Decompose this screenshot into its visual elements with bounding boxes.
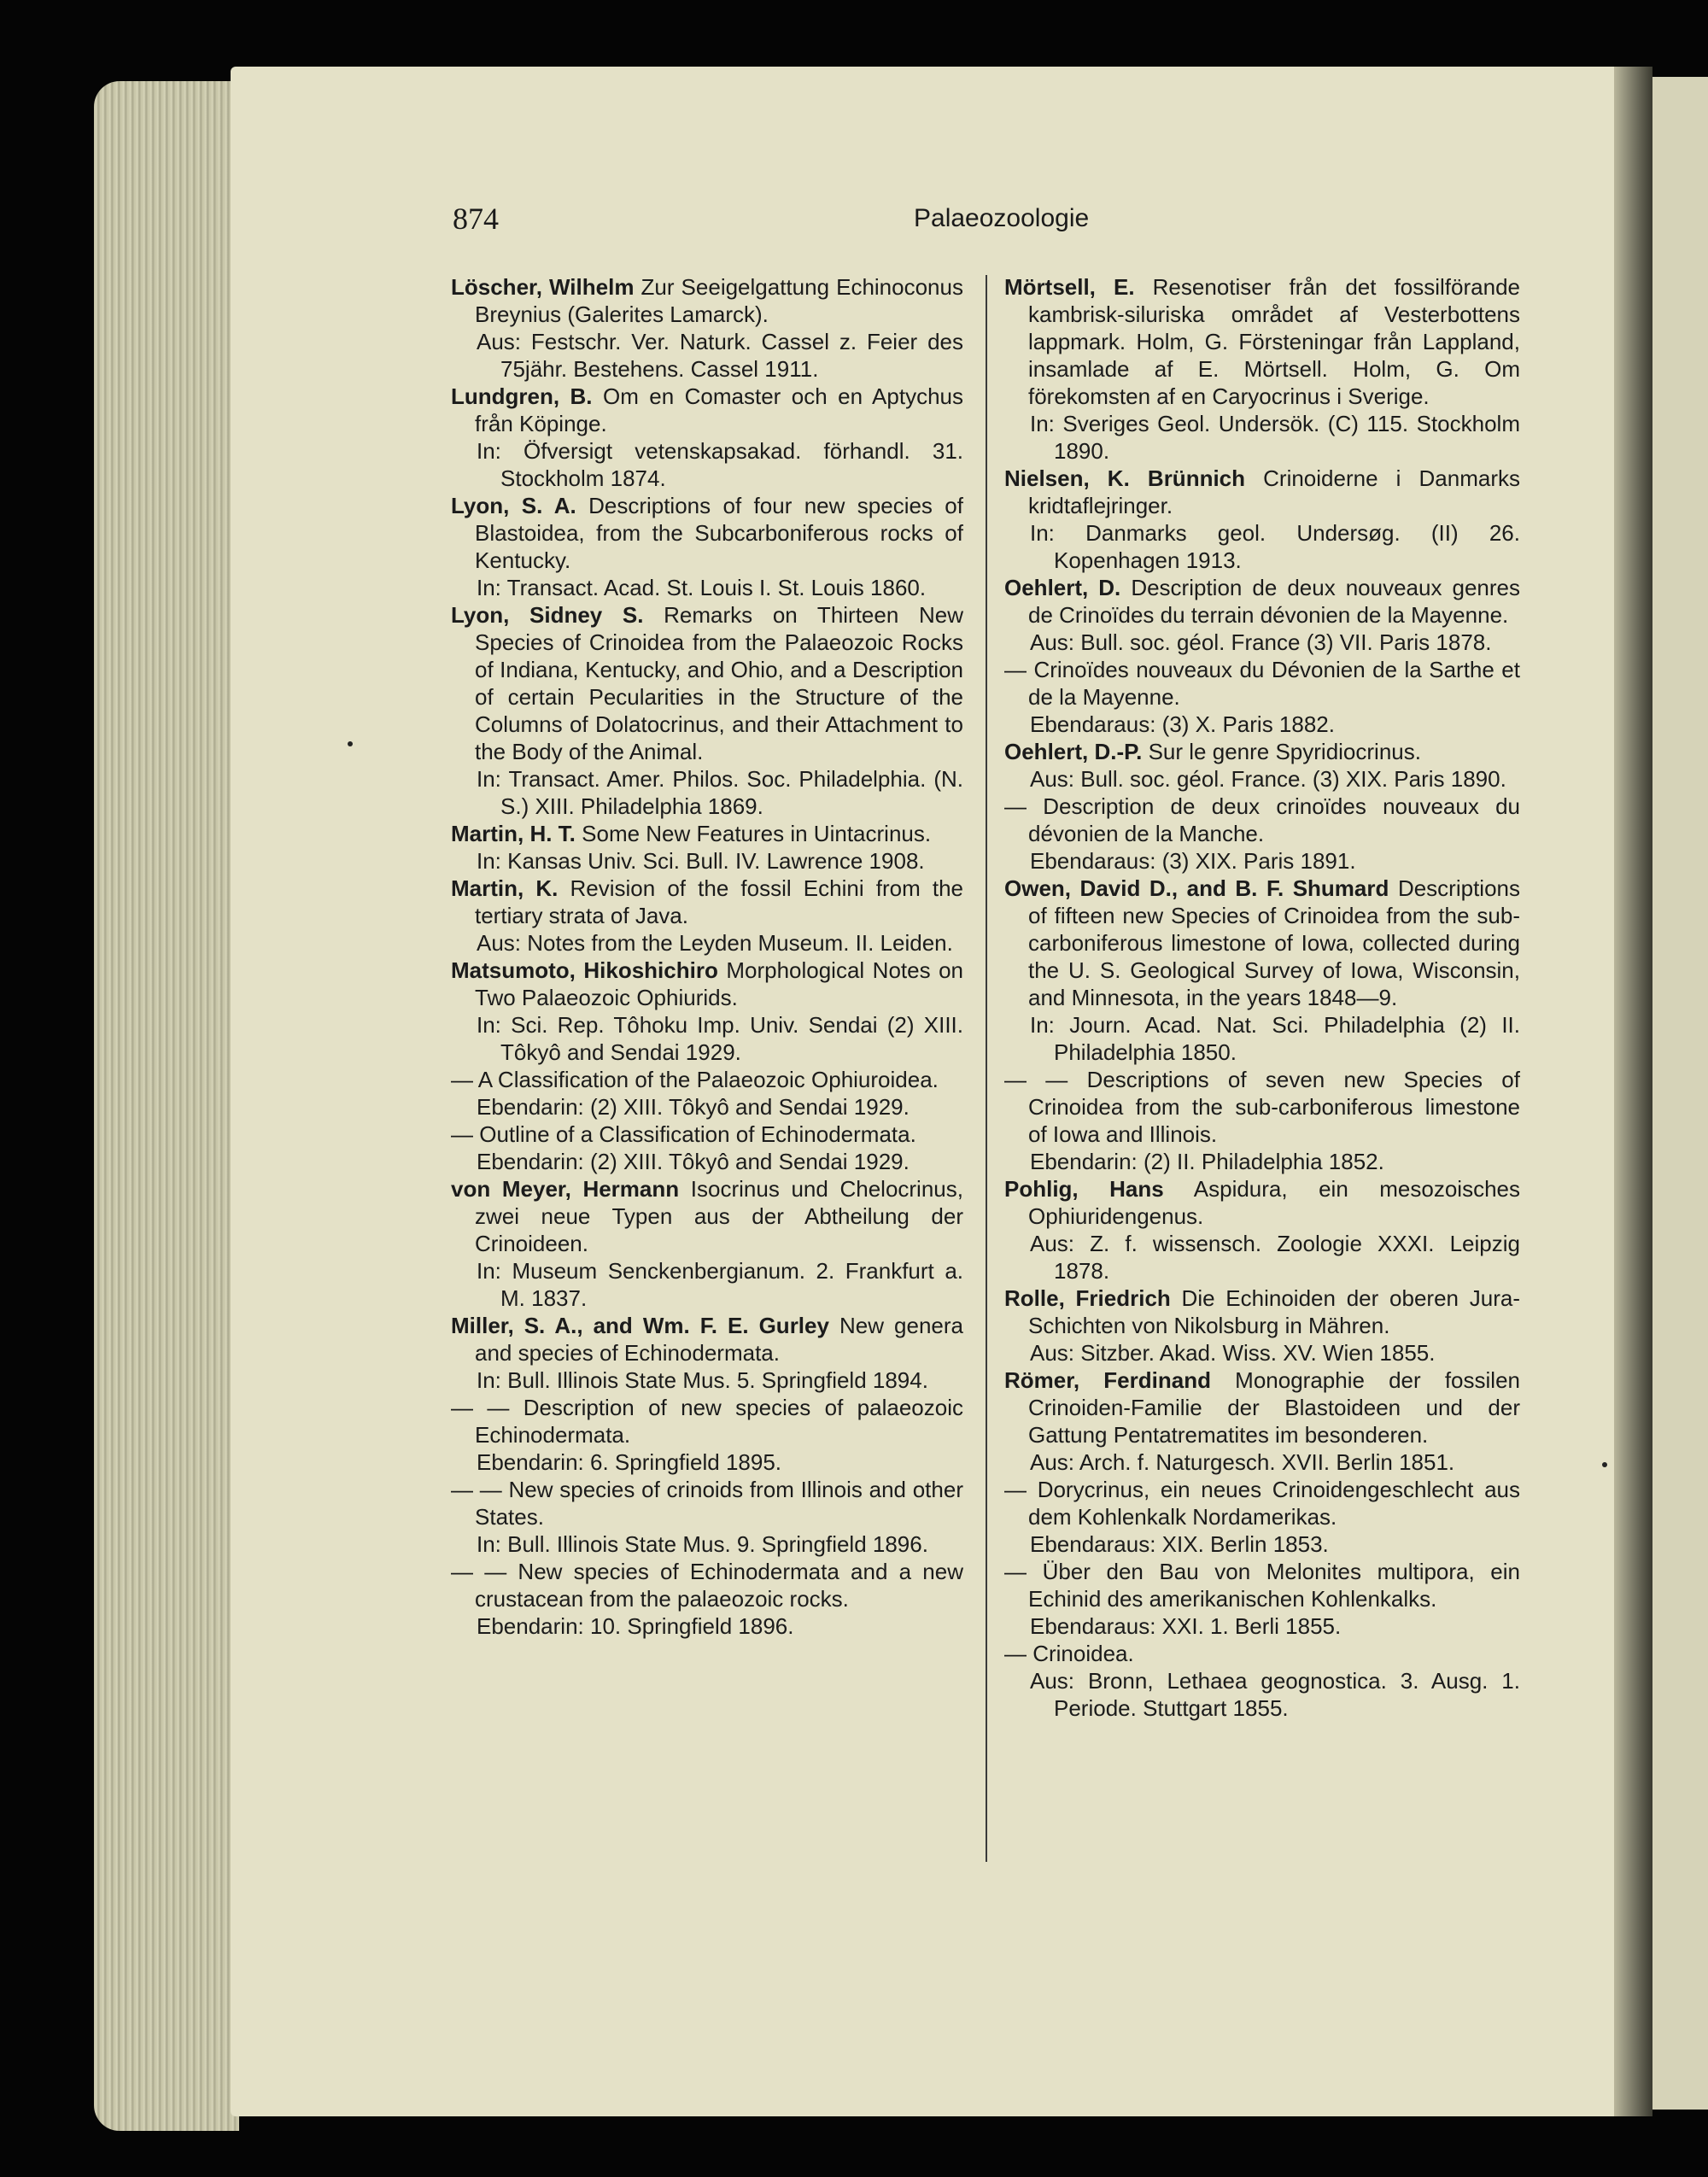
bibliography-entry [1004, 1640, 1520, 1722]
page-number: 874 [453, 202, 499, 236]
entry-title: Isocrinus und Chelocrinus, zwei neue Typen aus der Abtheilung der Crinoideen. [475, 1176, 963, 1256]
page-edges [94, 81, 239, 2131]
entry-source: In: Transact. Acad. St. Louis I. St. Louis 1860. [477, 575, 927, 600]
entry-title: — A Classification of the Palaeozoic Ophiuroidea. [451, 1067, 939, 1092]
bibliography-entry [451, 875, 963, 957]
entry-title: Monographie der fossilen Crinoiden-Familie der Blastoideen und der Gattung Pentatrematites im besonderen. [1028, 1367, 1520, 1448]
bibliography-entry [451, 383, 963, 492]
entry-source: In: Sveriges Geol. Undersök. (C) 115. Stockholm 1890. [1030, 411, 1520, 464]
entry-heading [1004, 574, 1520, 629]
entry-title: Resenotiser från det fossilförande kambrisk-siluriska området af Vesterbottens lappmark. Holm, G. Försteningar från Lappland, insamlade af E. Mörtsell. Holm, G. Om förekomsten af en Caryocrinus i Sverige. [1028, 274, 1520, 409]
bibliography-entry [451, 601, 963, 820]
entry-heading [451, 1175, 963, 1257]
page-header [0, 201, 1708, 252]
entry-source: Ebendarin: (2) XIII. Tôkyô and Sendai 1929. [477, 1094, 910, 1120]
entry-author: von Meyer, Hermann [451, 1176, 680, 1202]
entry-title: Die Echinoiden der oberen Jura-Schichten von Nikolsburg in Mähren. [1028, 1285, 1520, 1338]
entry-title: — — Descriptions of seven new Species of Crinoidea from the sub-carboniferous limestone of Iowa and Illinois. [1004, 1067, 1520, 1147]
entry-source: In: Transact. Amer. Philos. Soc. Philadelphia. (N. S.) XIII. Philadelphia 1869. [477, 766, 963, 819]
entry-author: Römer, Ferdinand [1004, 1367, 1211, 1393]
entry-title: Sur le genre Spyridiocrinus. [1148, 739, 1421, 764]
entry-source: In: Bull. Illinois State Mus. 9. Springfield 1896. [477, 1531, 928, 1557]
entry-title: Aspidura, ein mesozoisches Ophiuridengenus. [1028, 1176, 1520, 1229]
entry-author: Pohlig, Hans [1004, 1176, 1164, 1202]
bibliography-entry [1004, 1175, 1520, 1285]
gutter-shadow [1614, 67, 1652, 2116]
entry-source: Aus: Sitzber. Akad. Wiss. XV. Wien 1855. [1030, 1340, 1436, 1366]
entry-source: Aus: Arch. f. Naturgesch. XVII. Berlin 1851. [1030, 1449, 1455, 1475]
entry-heading [1004, 1285, 1520, 1339]
bibliography-entry [1004, 1285, 1520, 1366]
entry-title: — Über den Bau von Melonites multipora, ein Echinid des amerikanischen Kohlenkalks. [1004, 1559, 1520, 1612]
entry-author: Owen, David D., and B. F. Shumard [1004, 875, 1389, 901]
entry-heading [451, 820, 963, 847]
entry-title: Descriptions of fifteen new Species of Crinoidea from the sub-carboniferous limestone of Iowa, collected during the U. S. Geological Survey of Iowa, Wisconsin, and Minnesota, in the years 1848—9. [1028, 875, 1520, 1010]
entry-heading [451, 492, 963, 574]
entry-author: Rolle, Friedrich [1004, 1285, 1171, 1311]
entry-source: Aus: Bull. soc. géol. France. (3) XIX. Paris 1890. [1030, 766, 1506, 792]
entry-source: Aus: Bronn, Lethaea geognostica. 3. Ausg. 1. Periode. Stuttgart 1855. [1030, 1668, 1520, 1721]
entry-author: Martin, K. [451, 875, 559, 901]
bibliography-entry [1004, 656, 1520, 738]
entry-heading [1004, 1175, 1520, 1230]
entry-source: In: Danmarks geol. Undersøg. (II) 26. Kopenhagen 1913. [1030, 520, 1520, 573]
entry-author: Oehlert, D.-P. [1004, 739, 1143, 764]
bibliography-entry [1004, 793, 1520, 875]
entry-heading [1004, 1366, 1520, 1448]
entry-source: Aus: Z. f. wissensch. Zoologie XXXI. Leipzig 1878. [1030, 1231, 1520, 1284]
entry-author: Oehlert, D. [1004, 575, 1121, 600]
entry-title: Zur Seeigelgattung Echinoconus Breynius (Galerites Lamarck). [475, 274, 963, 327]
entry-title: — — New species of Echinodermata and a new crustacean from the palaeozoic rocks. [451, 1559, 963, 1612]
entry-heading [451, 1066, 963, 1093]
entry-source: In: Museum Senckenbergianum. 2. Frankfurt a. M. 1837. [477, 1258, 963, 1311]
entry-title: Crinoiderne i Danmarks kridtaflejringer. [1028, 465, 1520, 518]
entry-heading [451, 1121, 963, 1148]
entry-heading [451, 273, 963, 328]
bibliography-entry [451, 1066, 963, 1121]
entry-source: Ebendarin: (2) II. Philadelphia 1852. [1030, 1149, 1384, 1174]
entry-heading [1004, 1640, 1520, 1667]
entry-heading [1004, 465, 1520, 519]
running-title: Palaeozoologie [914, 204, 1090, 232]
bibliography-entry [451, 1121, 963, 1175]
left-column [451, 273, 963, 1640]
entry-heading [451, 601, 963, 765]
bibliography-entry [451, 273, 963, 383]
facing-page-edge [1652, 77, 1708, 2110]
entry-heading [451, 1558, 963, 1612]
right-column [1004, 273, 1520, 1722]
entry-title: Some New Features in Uintacrinus. [582, 821, 932, 846]
entry-title: — Crinoidea. [1004, 1641, 1134, 1666]
entry-source: Ebendaraus: (3) X. Paris 1882. [1030, 711, 1335, 737]
bibliography-entry [1004, 1476, 1520, 1558]
entry-heading [1004, 656, 1520, 711]
entry-source: Aus: Bull. soc. géol. France (3) VII. Paris 1878. [1030, 629, 1492, 655]
entry-source: Ebendaraus: (3) XIX. Paris 1891. [1030, 848, 1356, 874]
entry-title: — — Description of new species of palaeozoic Echinodermata. [451, 1395, 963, 1448]
entry-source: In: Sci. Rep. Tôhoku Imp. Univ. Sendai (2) XIII. Tôkyô and Sendai 1929. [477, 1012, 963, 1065]
entry-heading [1004, 1476, 1520, 1530]
bibliography-entry [451, 492, 963, 601]
entry-heading [451, 875, 963, 929]
entry-title: — — New species of crinoids from Illinois and other States. [451, 1477, 963, 1530]
entry-title: Morphological Notes on Two Palaeozoic Ophiurids. [475, 957, 963, 1010]
bibliography-entry [1004, 738, 1520, 793]
entry-title: Remarks on Thirteen New Species of Crinoidea from the Palaeozoic Rocks of Indiana, Kentucky, and Ohio, and a Description of certain Pecularities in the Structure of the Columns of Dolatocrinus, and their Attachment to the Body of the Animal. [475, 602, 963, 764]
bibliography-entry [451, 1394, 963, 1476]
entry-title: Revision of the fossil Echini from the tertiary strata of Java. [475, 875, 963, 928]
entry-heading [451, 1312, 963, 1366]
entry-heading [1004, 1558, 1520, 1612]
bibliography-entry [451, 820, 963, 875]
entry-source: In: Journ. Acad. Nat. Sci. Philadelphia (2) II. Philadelphia 1850. [1030, 1012, 1520, 1065]
page-speck [1602, 1462, 1607, 1467]
entry-author: Miller, S. A., and Wm. F. E. Gurley [451, 1313, 829, 1338]
bibliography-entry [1004, 1066, 1520, 1175]
bibliography-entry [1004, 574, 1520, 656]
entry-author: Löscher, Wilhelm [451, 274, 635, 300]
bibliography-entry [451, 1476, 963, 1558]
entry-heading [1004, 875, 1520, 1011]
entry-source: Ebendarin: 6. Springfield 1895. [477, 1449, 782, 1475]
entry-heading [1004, 793, 1520, 847]
entry-title: Descriptions of four new species of Blastoidea, from the Subcarboniferous rocks of Kentucky. [475, 493, 963, 573]
bibliography-entry [1004, 1366, 1520, 1476]
entry-author: Martin, H. T. [451, 821, 576, 846]
entry-title: Description de deux nouveaux genres de Crinoïdes du terrain dévonien de la Mayenne. [1028, 575, 1520, 628]
entry-title: — Description de deux crinoïdes nouveaux du dévonien de la Manche. [1004, 793, 1520, 846]
entry-author: Matsumoto, Hikoshichiro [451, 957, 718, 983]
entry-source: Aus: Festschr. Ver. Naturk. Cassel z. Feier des 75jähr. Bestehens. Cassel 1911. [477, 329, 963, 382]
bibliography-entry [451, 1558, 963, 1640]
bibliography-entry [1004, 875, 1520, 1066]
entry-heading [451, 1476, 963, 1530]
entry-heading [1004, 1066, 1520, 1148]
entry-heading [451, 1394, 963, 1448]
entry-title: New genera and species of Echinodermata. [475, 1313, 963, 1366]
bibliography-entry [1004, 1558, 1520, 1640]
entry-heading [451, 383, 963, 437]
entry-source: Ebendaraus: XIX. Berlin 1853. [1030, 1531, 1329, 1557]
entry-source: In: Bull. Illinois State Mus. 5. Springfield 1894. [477, 1367, 928, 1393]
entry-source: In: Kansas Univ. Sci. Bull. IV. Lawrence 1908. [477, 848, 925, 874]
entry-author: Lyon, Sidney S. [451, 602, 644, 628]
entry-title: — Dorycrinus, ein neues Crinoidengeschlecht aus dem Kohlenkalk Nordamerikas. [1004, 1477, 1520, 1530]
entry-heading [451, 957, 963, 1011]
entry-author: Nielsen, K. Brünnich [1004, 465, 1246, 491]
column-divider [986, 275, 987, 1862]
entry-heading [1004, 738, 1520, 765]
entry-source: Ebendarin: (2) XIII. Tôkyô and Sendai 1929. [477, 1149, 910, 1174]
bibliography-entry [451, 957, 963, 1066]
entry-heading [1004, 273, 1520, 410]
entry-source: In: Öfversigt vetenskapsakad. förhandl. 31. Stockholm 1874. [477, 438, 963, 491]
bibliography-entry [1004, 465, 1520, 574]
bibliography-entry [451, 1312, 963, 1394]
bibliography-entry [451, 1175, 963, 1312]
entry-source: Ebendaraus: XXI. 1. Berli 1855. [1030, 1613, 1342, 1639]
bibliography-entry [1004, 273, 1520, 465]
entry-author: Mörtsell, E. [1004, 274, 1135, 300]
entry-author: Lundgren, B. [451, 383, 593, 409]
entry-title: — Crinoïdes nouveaux du Dévonien de la Sarthe et de la Mayenne. [1004, 657, 1520, 710]
page-speck [348, 741, 353, 746]
entry-title: Om en Comaster och en Aptychus från Köpinge. [475, 383, 963, 436]
entry-author: Lyon, S. A. [451, 493, 576, 518]
entry-source: Ebendarin: 10. Springfield 1896. [477, 1613, 794, 1639]
entry-title: — Outline of a Classification of Echinodermata. [451, 1121, 916, 1147]
entry-source: Aus: Notes from the Leyden Museum. II. Leiden. [477, 930, 953, 956]
